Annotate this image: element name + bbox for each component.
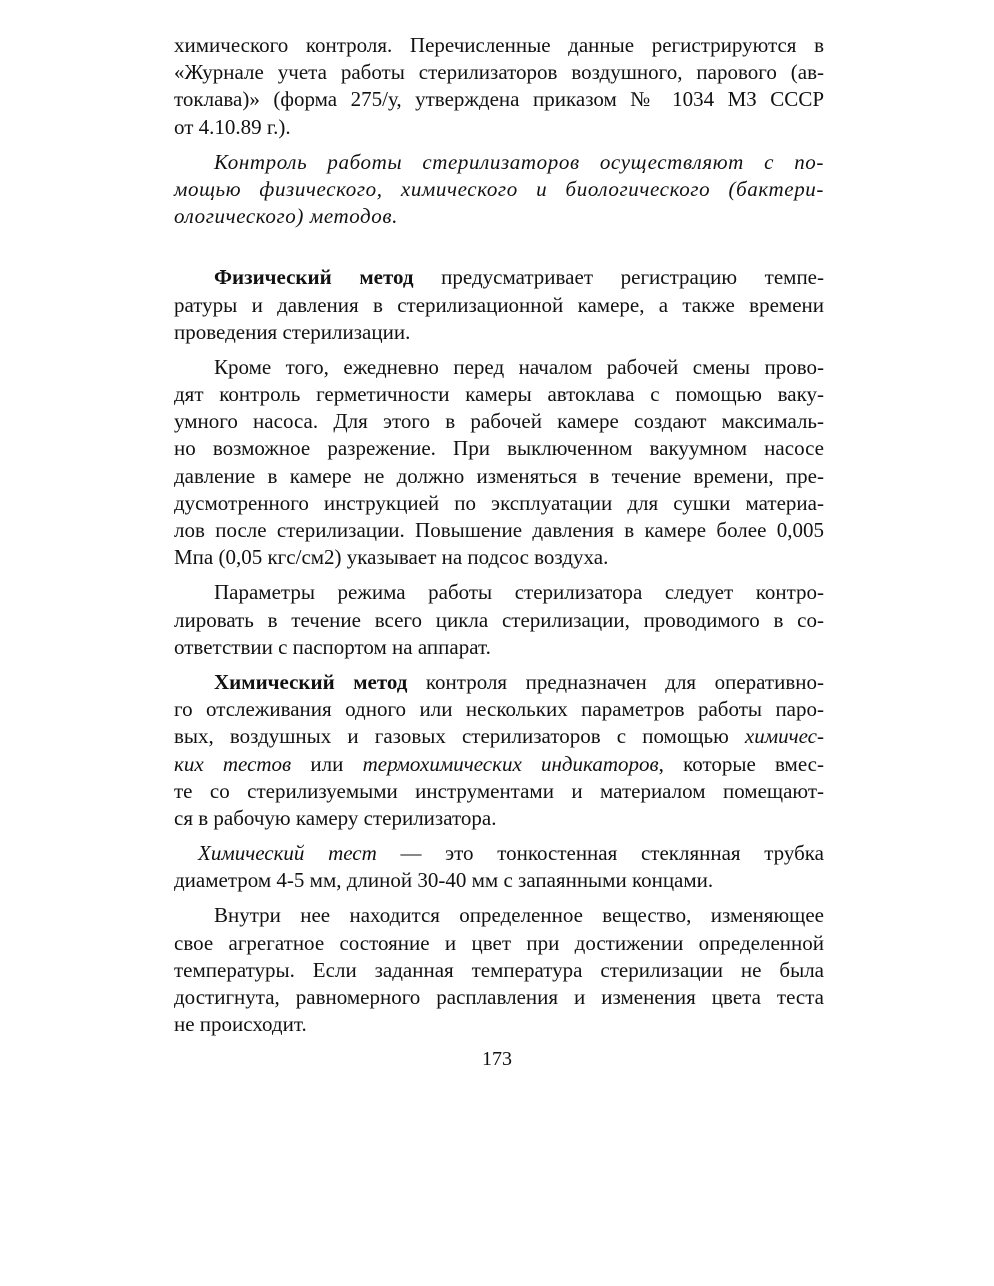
text-line: Параметры режима работы стерилизатора следует контро- [214,580,824,605]
text-line: ответствии с паспортом на аппарат. [174,634,491,659]
text-line: лов после стерилизации. Повышение давления в камере более 0,005 [174,518,824,542]
text-line: температуры. Если заданная температура стерилизации не была [174,957,824,982]
text-line: дят контроль герметичности камеры автоклава с помощью ваку- [174,382,824,407]
text-line: Контроль работы стерилизаторов осуществляют с по- [214,149,824,174]
paragraph-vacuum-check [174,354,824,572]
text-line: го отслеживания одного или нескольких параметров работы паро- [174,697,824,722]
term-chemical-method: Химический метод [214,669,408,694]
page-body [174,32,824,1038]
text-line: ологического) методов. [174,204,398,229]
text-line: от 4.10.89 г.). [174,114,291,139]
text-line: ся в рабочую камеру стерилизатора. [174,805,497,830]
text-line: диаметром 4-5 мм, длиной 30-40 мм с запаянными концами. [174,868,714,893]
text-line: те со стерилизуемыми инструментами и материалом помещают- [174,778,824,803]
text-span: контроля предназначен для оперативно- [407,669,824,694]
text-line: ратуры и давления в стерилизационной камере, а также времени [174,292,824,317]
paragraph-chemical-method [174,669,824,832]
text-line: Мпа (0,05 кгс/см2) указывает на подсос воздуха. [174,545,609,570]
paragraph-parameters [174,579,824,661]
text-line: «Журнале учета работы стерилизаторов воздушного, парового (ав- [174,60,824,85]
text-line [174,840,824,867]
text-line: химического контроля. Перечисленные данные регистрируются в [174,33,824,57]
paragraph-chemical-test [174,840,824,894]
paragraph-control-methods [174,149,824,231]
paragraph-journal [174,32,824,141]
text-line: мощью физического, химического и биологического (бактери- [174,176,824,201]
text-line [174,751,824,778]
text-span: — это тонкостенная стеклянная трубка [376,841,824,866]
term-chemical-tests-end: ких тестов [174,751,292,776]
term-physical-method: Физический метод [214,265,414,290]
text-line: достигнута, равномерного расплавления и изменения цвета теста [174,985,824,1009]
paragraph-physical-method [174,264,824,346]
text-span: вых, воздушных и газовых стерилизаторов с помощью [174,724,745,749]
text-line: но возможное разрежение. При выключенном вакуумном насосе [174,436,824,461]
text-line: давление в камере не должно изменяться в течение времени, пре- [174,463,824,488]
text-line: проведения стерилизации. [174,319,411,344]
text-span: , которые вмес- [658,751,824,776]
text-line: свое агрегатное состояние и цвет при достижении определенной [174,930,824,955]
term-chemical-test: Химический тест [198,841,377,866]
text-line [174,264,824,291]
text-span: или [291,751,363,776]
text-span: предусматривает регистрацию темпе- [413,265,824,290]
page-number: 173 [482,1048,512,1070]
text-line: Внутри нее находится определенное вещество, изменяющее [214,903,824,928]
text-line [174,723,824,750]
paragraph-substance [174,902,824,1038]
term-thermochemical-indicators: термохимических индикаторов [362,751,659,776]
text-line: Кроме того, ежедневно перед началом рабочей смены прово- [214,354,824,379]
text-line: лировать в течение всего цикла стерилизации, проводимого в со- [174,607,824,632]
text-line: дусмотренного инструкцией по эксплуатации для сушки материа- [174,490,824,515]
text-line [174,669,824,696]
text-line: не происходит. [174,1012,307,1037]
term-chemical-tests: химичес- [744,724,824,749]
text-line: токлава)» (форма 275/у, утверждена приказом № 1034 МЗ СССР [174,87,824,112]
text-line: умного насоса. Для этого в рабочей камере создают максималь- [174,409,824,434]
